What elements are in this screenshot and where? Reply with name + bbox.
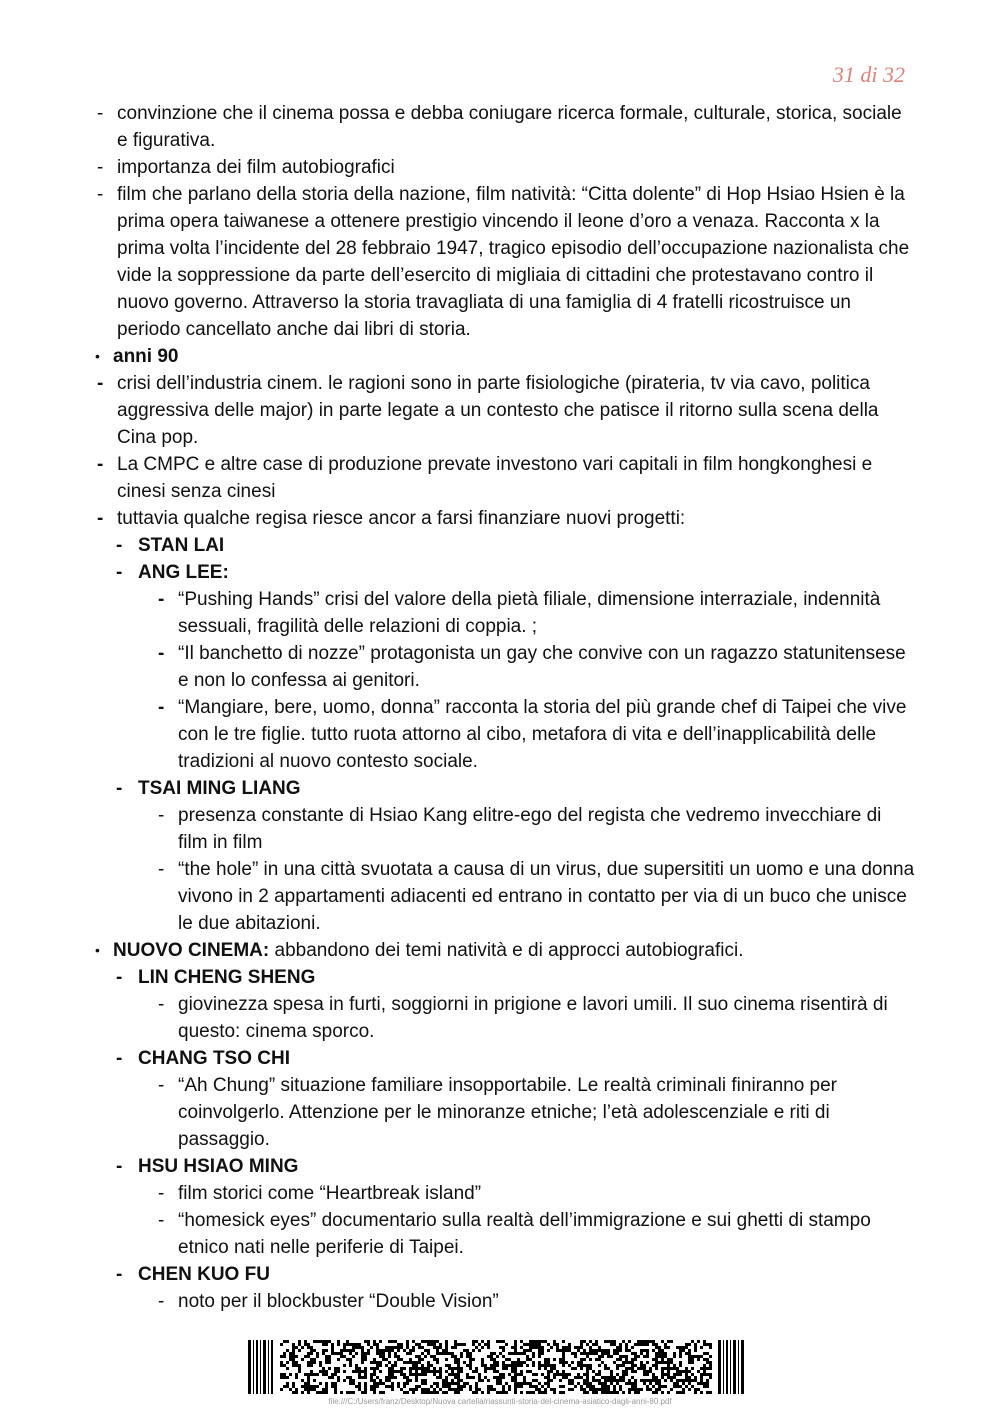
list-item [95, 343, 915, 370]
list-item [95, 964, 915, 991]
item-text: giovinezza spesa in furti, soggiorni in prigione e lavori umili. Il suo cinema risentirà di questo: cinema sporco. [178, 994, 888, 1042]
item-text: film storici come “Heartbreak island” [178, 1183, 482, 1204]
item-text: tuttavia qualche regisa riesce ancor a farsi finanziare nuovi progetti: [117, 508, 686, 529]
heading-text: TSAI MING LIANG [138, 778, 301, 799]
heading-text: STAN LAI [138, 535, 225, 556]
list-item [95, 532, 915, 559]
dash-marker: - [158, 697, 165, 718]
heading-text: anni 90 [113, 346, 179, 367]
dash-marker: - [97, 103, 104, 124]
list-item [95, 1072, 915, 1153]
list-item [95, 1045, 915, 1072]
item-text: “Mangiare, bere, uomo, donna” racconta la storia del più grande chef di Taipei che vive con le tre figlie. tutto ruota attorno al cibo, metafora di vita e dell’inapplicabilità delle tradizioni al nuovo contesto sociale. [178, 697, 907, 772]
item-text: film che parlano della storia della nazione, film natività: “Citta dolente” di Hop Hsiao Hsien è la prima opera taiwanese a ottenere prestigio vincendo il leone d’oro a venaza. Racconta x la prima volta l’incidente del 28 febbraio 1947, tragico episodio dell’occupazione nazionalista che vide la soppressione da parte dell’esercito di migliaia di cittadini che protestavano contro il nuovo governo. Attraverso la storia travagliata di una famiglia di 4 fratelli ricostruisce un periodo cancellato anche dai libri di storia. [117, 184, 910, 340]
dash-marker: - [116, 1264, 123, 1285]
item-text: “Pushing Hands” crisi del valore della pietà filiale, dimensione interraziale, indennità sessuali, fragilità delle relazioni di coppia. ; [178, 589, 881, 637]
dash-marker: - [97, 508, 104, 529]
item-text: convinzione che il cinema possa e debba coniugare ricerca formale, culturale, storica, sociale e figurativa. [117, 103, 902, 151]
list-item [95, 559, 915, 586]
list-item [95, 1261, 915, 1288]
item-text: noto per il blockbuster “Double Vision” [178, 1291, 499, 1312]
list-item [95, 1153, 915, 1180]
document-body [95, 100, 915, 1315]
dash-marker: - [158, 994, 165, 1015]
page-number: 31 di 32 [832, 62, 905, 87]
item-text: “the hole” in una città svuotata a causa di un virus, due supersititi un uomo e una donna vivono in 2 appartamenti adiacenti ed entrano in contatto per via di un buco che unisce le due abitazioni. [178, 859, 915, 934]
dash-marker: - [97, 157, 104, 178]
heading-text: ANG LEE: [138, 562, 229, 583]
barcode-image [248, 1340, 745, 1394]
item-text: “homesick eyes” documentario sulla realtà dell’immigrazione e sui ghetti di stampo etnico nati nelle periferie di Taipei. [178, 1210, 871, 1258]
list-item [95, 937, 915, 964]
list-item [95, 1207, 915, 1261]
dash-marker: - [97, 373, 104, 394]
dash-marker: - [158, 1210, 165, 1231]
dash-marker: - [116, 535, 123, 556]
dash-marker: - [158, 859, 165, 880]
list-item [95, 100, 915, 154]
dash-marker: - [116, 562, 123, 583]
file-path-footer: file:///C:/Users/franz/Desktop/Nuova cartella/riassunti-storia-del-cinema-asiatico-dagli-anni-80.pdf [328, 1397, 672, 1406]
list-item [95, 370, 915, 451]
bullet-marker: • [95, 942, 100, 958]
list-item [95, 991, 915, 1045]
list-item [95, 1288, 915, 1315]
dash-marker: - [158, 589, 165, 610]
dash-marker: - [158, 1291, 165, 1312]
list-item [95, 154, 915, 181]
item-text: importanza dei film autobiografici [117, 157, 395, 178]
list-item [95, 694, 915, 775]
heading-text: HSU HSIAO MING [138, 1156, 299, 1177]
dash-marker: - [116, 778, 123, 799]
heading-text: NUOVO CINEMA: [113, 940, 270, 961]
item-text: La CMPC e altre case di produzione prevate investono vari capitali in film hongkonghesi e cinesi senza cinesi [117, 454, 873, 502]
heading-text: LIN CHENG SHENG [138, 967, 316, 988]
dash-marker: - [158, 643, 165, 664]
list-item [95, 586, 915, 640]
item-text: presenza constante di Hsiao Kang elitre-ego del regista che vedremo invecchiare di film in film [178, 805, 882, 853]
heading-text: CHANG TSO CHI [138, 1048, 290, 1069]
list-item [95, 775, 915, 802]
dash-marker: - [116, 967, 123, 988]
dash-marker: - [158, 805, 165, 826]
bullet-marker: • [95, 348, 100, 364]
list-item [95, 1180, 915, 1207]
list-item [95, 505, 915, 532]
list-item [95, 802, 915, 856]
item-text: “Ah Chung” situazione familiare insopportabile. Le realtà criminali finiranno per coinvolgerlo. Attenzione per le minoranze etniche; l’età adolescenziale e riti di passaggio. [178, 1075, 838, 1150]
item-text: “Il banchetto di nozze” protagonista un gay che convive con un ragazzo statunitensese e non lo confessa ai genitori. [178, 643, 906, 691]
item-text: crisi dell’industria cinem. le ragioni sono in parte fisiologiche (pirateria, tv via cavo, politica aggressiva delle major) in parte legate a un contesto che patisce il ritorno sulla scena della Cina pop. [117, 373, 879, 448]
item-text: abbandono dei temi natività e di approcci autobiografici. [269, 940, 744, 961]
dash-marker: - [158, 1183, 165, 1204]
dash-marker: - [116, 1048, 123, 1069]
dash-marker: - [116, 1156, 123, 1177]
list-item [95, 181, 915, 343]
heading-text: CHEN KUO FU [138, 1264, 270, 1285]
list-item [95, 451, 915, 505]
dash-marker: - [97, 184, 104, 205]
dash-marker: - [158, 1075, 165, 1096]
list-item [95, 640, 915, 694]
dash-marker: - [97, 454, 104, 475]
list-item [95, 856, 915, 937]
